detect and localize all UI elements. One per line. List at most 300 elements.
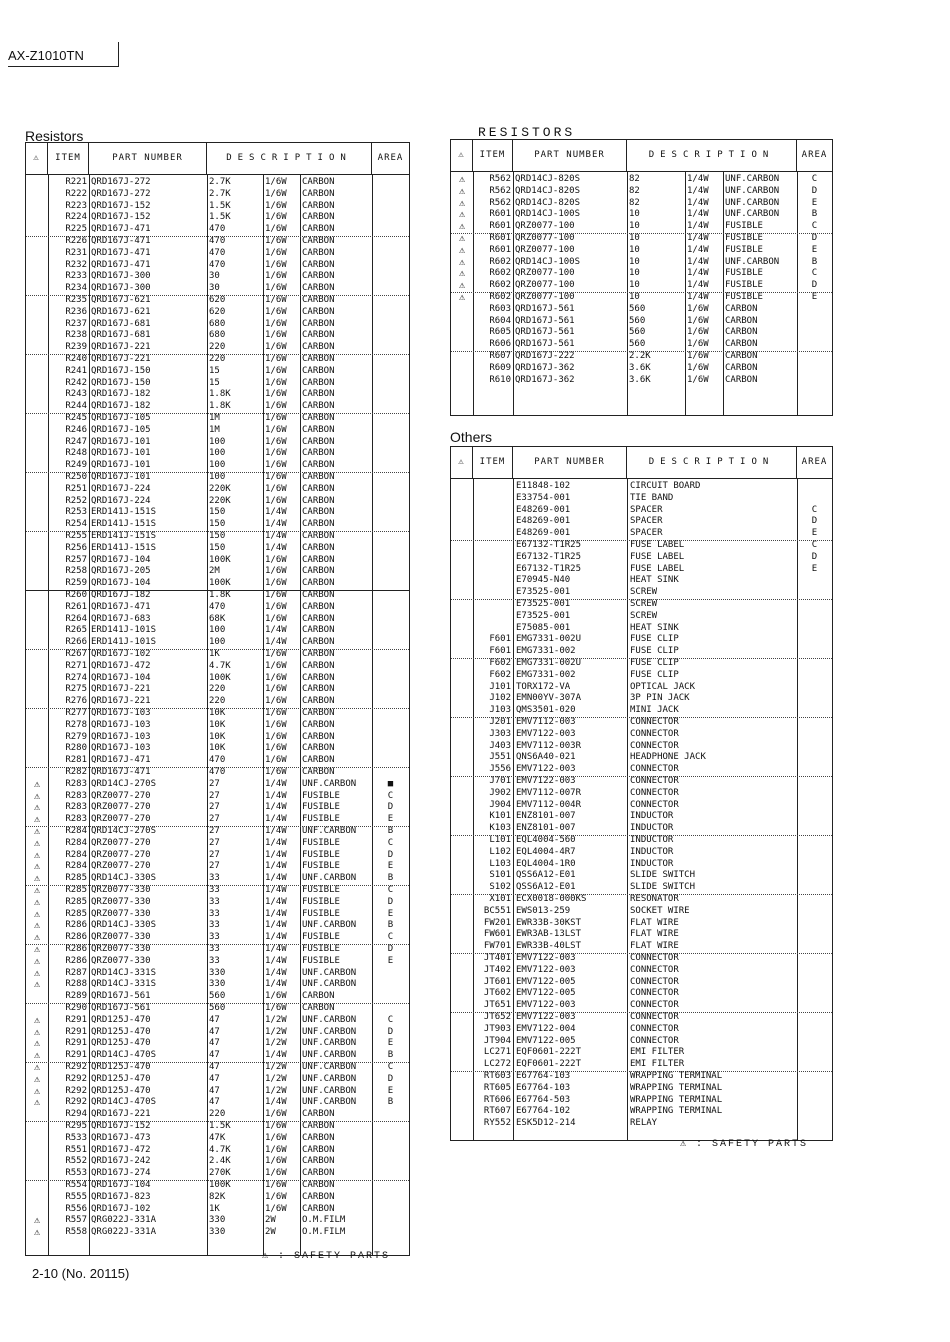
table-row xyxy=(451,327,832,339)
wattage: 1/4W xyxy=(265,542,287,553)
left-section-title: Resistors xyxy=(25,128,84,144)
resistance-value: 10 xyxy=(629,221,640,232)
area-code: C xyxy=(387,1014,394,1025)
area-col-header: AREA xyxy=(377,153,404,163)
resistance-value: 2.2K xyxy=(629,351,651,361)
table-row xyxy=(26,649,409,661)
resistor-type: CARBON xyxy=(302,448,335,459)
wattage: 1/6W xyxy=(687,351,709,361)
resistor-type: CARBON xyxy=(302,318,335,329)
item-code: R287 xyxy=(65,967,87,978)
safety-icon: ⚠ xyxy=(33,1073,41,1085)
table-row xyxy=(26,625,409,637)
table-row xyxy=(451,693,832,705)
part-number: E33754-001 xyxy=(516,492,571,503)
item-code: R271 xyxy=(65,660,87,671)
item-code: RT606 xyxy=(483,1094,511,1105)
resistance-value: 10 xyxy=(629,256,640,267)
wattage: 1/6W xyxy=(265,460,287,471)
item-code: F601 xyxy=(489,634,511,645)
area-code: B xyxy=(387,920,394,931)
item-code: J201 xyxy=(489,717,511,727)
safety-icon: ⚠ xyxy=(33,1085,41,1097)
resistor-type: UNF.CARBON xyxy=(725,185,780,196)
description: INDUCTOR xyxy=(630,835,674,845)
resistor-type: CARBON xyxy=(302,1109,335,1120)
part-number: QRZ0077-330 xyxy=(91,885,151,895)
wattage: 1/2W xyxy=(265,1073,287,1084)
resistor-type: CARBON xyxy=(302,542,335,553)
resistor-type: UNF.CARBON xyxy=(302,1073,357,1084)
item-col-header: ITEM xyxy=(473,447,513,478)
resistor-type: CARBON xyxy=(302,483,335,494)
item-code: R261 xyxy=(65,601,87,612)
item-code: LC271 xyxy=(483,1047,511,1058)
resistor-type: CARBON xyxy=(302,236,335,246)
table-row xyxy=(451,1106,832,1118)
safety-icon: ⚠ xyxy=(458,197,466,209)
resistance-value: 220 xyxy=(209,684,226,695)
resistance-value: 100 xyxy=(209,448,226,459)
resistor-type: CARBON xyxy=(302,200,335,211)
table-row xyxy=(451,800,832,812)
description: FLAT WIRE xyxy=(630,917,679,928)
wattage: 1/4W xyxy=(265,1050,287,1061)
item-code: R245 xyxy=(65,413,87,423)
item-code: LC272 xyxy=(483,1059,511,1070)
item-code: JT651 xyxy=(483,1000,511,1011)
part-number: QRD167J-102 xyxy=(91,649,151,659)
item-code: R286 xyxy=(65,955,87,966)
safety-icon: ⚠ xyxy=(458,268,466,280)
item-code: R602 xyxy=(489,292,511,302)
resistor-type: CARBON xyxy=(302,460,335,471)
wattage: 1/6W xyxy=(265,767,287,777)
resistor-type: CARBON xyxy=(302,247,335,258)
area-code: C xyxy=(811,504,818,515)
part-number: QRD167J-471 xyxy=(91,259,151,270)
part-number: QRD167J-471 xyxy=(91,767,151,777)
part-number: QRZ0077-100 xyxy=(515,233,575,243)
part-number: QRD167J-561 xyxy=(91,991,151,1002)
description: FUSE CLIP xyxy=(630,646,679,657)
table-row xyxy=(26,1097,409,1109)
resistance-value: 4.7K xyxy=(209,660,231,671)
item-code: R266 xyxy=(65,637,87,648)
table-row xyxy=(26,1038,409,1050)
safety-icon: ⚠ xyxy=(33,873,41,885)
resistance-value: 47 xyxy=(209,1097,220,1108)
part-number: QRD167J-103 xyxy=(91,719,151,730)
wattage: 1/4W xyxy=(265,837,287,848)
table-row xyxy=(26,1204,409,1216)
resistance-value: 100K xyxy=(209,578,231,589)
wattage: 1/6W xyxy=(265,1168,287,1179)
resistance-value: 68K xyxy=(209,613,226,624)
part-number: QRD167J-103 xyxy=(91,743,151,754)
part-number: ECX0018-000KS xyxy=(516,894,587,904)
part-number: QRD167J-101 xyxy=(91,448,151,459)
item-code: R551 xyxy=(65,1144,87,1155)
item-code: R289 xyxy=(65,991,87,1002)
resistor-type: CARBON xyxy=(302,295,335,305)
resistance-value: 27 xyxy=(209,837,220,848)
safety-icon: ⚠ xyxy=(33,920,41,932)
wattage: 1/4W xyxy=(687,256,709,267)
part-number: ENZ8101-007 xyxy=(516,811,576,822)
resistance-value: 1.5K xyxy=(209,212,231,223)
item-code: L103 xyxy=(489,858,511,869)
part-number: QRZ0077-270 xyxy=(91,861,151,872)
description: WRAPPING TERMINAL xyxy=(630,1106,723,1117)
wattage: 1/4W xyxy=(265,896,287,907)
description: FUSE CLIP xyxy=(630,634,679,645)
resistance-value: 560 xyxy=(209,1003,226,1013)
resistance-value: 220 xyxy=(209,342,226,353)
part-number: QMS3501-020 xyxy=(516,705,576,716)
part-number: QRD167J-362 xyxy=(515,374,575,385)
wattage: 1/6W xyxy=(687,303,709,314)
resistor-type: UNF.CARBON xyxy=(725,209,780,220)
item-code: R251 xyxy=(65,483,87,494)
part-number: QRD167J-222 xyxy=(515,351,575,361)
resistor-type: FUSIBLE xyxy=(302,790,340,801)
item-code: R292 xyxy=(65,1097,87,1108)
table-row xyxy=(451,953,832,965)
part-number: QRD167J-561 xyxy=(91,1003,151,1013)
safety-col-header: ⚠ xyxy=(451,447,473,478)
table-row xyxy=(451,1083,832,1095)
table-row xyxy=(451,670,832,682)
part-number: EMV7112-004R xyxy=(516,799,582,810)
part-number: QSS6A12-E01 xyxy=(516,882,576,893)
item-code: R258 xyxy=(65,566,87,577)
part-number: QRD167J-621 xyxy=(91,306,151,317)
item-code: R280 xyxy=(65,743,87,754)
part-number: QRD167J-473 xyxy=(91,1132,151,1143)
resistor-type: CARBON xyxy=(302,1132,335,1143)
item-code: F602 xyxy=(489,658,511,668)
wattage: 1/6W xyxy=(265,1191,287,1202)
item-code: R553 xyxy=(65,1168,87,1179)
item-code: J902 xyxy=(489,787,511,798)
resistance-value: 220K xyxy=(209,495,231,506)
desc-col-header: DESCRIPTION xyxy=(627,447,797,478)
table-row xyxy=(26,802,409,814)
resistor-type: FUSIBLE xyxy=(302,814,340,825)
resistor-type: CARBON xyxy=(302,271,335,282)
part-number: QRD167J-274 xyxy=(91,1168,151,1179)
item-code: R225 xyxy=(65,224,87,235)
table-row xyxy=(26,307,409,319)
part-number: QRZ0077-330 xyxy=(91,955,151,966)
part-number: TORX172-VA xyxy=(516,681,571,692)
others-section-title: Others xyxy=(450,429,493,445)
part-number: QRD167J-471 xyxy=(91,755,151,766)
resistance-value: 560 xyxy=(629,303,646,314)
table-row xyxy=(26,850,409,862)
safety-icon: ⚠ xyxy=(33,1050,41,1062)
description: INDUCTOR xyxy=(630,858,674,869)
part-number: ERD141J-151S xyxy=(91,519,157,530)
wattage: 1/6W xyxy=(265,377,287,388)
part-number: QRD167J-221 xyxy=(91,1109,151,1120)
part-number: QRD167J-472 xyxy=(91,660,151,671)
item-code: R291 xyxy=(65,1038,87,1049)
area-code: E xyxy=(387,814,394,825)
item-code: R253 xyxy=(65,507,87,518)
table-row xyxy=(26,743,409,755)
description: CONNECTOR xyxy=(630,728,679,739)
safety-icon: ⚠ xyxy=(33,802,41,814)
safety-icon: ⚠ xyxy=(33,814,41,826)
table-row xyxy=(26,295,409,307)
part-number: QRD14CJ-270S xyxy=(91,826,157,836)
resistor-type: UNF.CARBON xyxy=(302,778,357,789)
resistance-value: 560 xyxy=(629,315,646,326)
area-code: E xyxy=(387,908,394,919)
item-code: R294 xyxy=(65,1109,87,1120)
item-code: K101 xyxy=(489,811,511,822)
resistor-type: CARBON xyxy=(302,755,335,766)
item-code: R604 xyxy=(489,315,511,326)
table-row xyxy=(451,292,832,304)
resistor-type: CARBON xyxy=(302,554,335,565)
part-number: ERD141J-101S xyxy=(91,625,157,636)
table-row xyxy=(26,661,409,673)
resistance-value: 47 xyxy=(209,1073,220,1084)
wattage: 1/6W xyxy=(265,342,287,353)
area-code: D xyxy=(811,280,818,291)
wattage: 1/4W xyxy=(687,268,709,279)
part-number: QRZ0077-330 xyxy=(91,944,151,954)
wattage: 1/4W xyxy=(687,221,709,232)
description: CONNECTOR xyxy=(630,1012,679,1022)
table-row xyxy=(451,1036,832,1048)
part-number: QRD167J-152 xyxy=(91,200,151,211)
area-code: B xyxy=(387,1097,394,1108)
part-col-header: PART NUMBER xyxy=(513,447,627,478)
resistor-type: UNF.CARBON xyxy=(725,256,780,267)
item-code: JT601 xyxy=(483,976,511,987)
area-code: D xyxy=(387,849,394,860)
part-number: E73525-001 xyxy=(516,587,571,598)
description: FLAT WIRE xyxy=(630,941,679,952)
resistance-value: 47 xyxy=(209,1050,220,1061)
description: SLIDE SWITCH xyxy=(630,882,696,893)
wattage: 1/4W xyxy=(265,955,287,966)
item-code: R288 xyxy=(65,979,87,990)
wattage: 1/6W xyxy=(265,708,287,718)
safety-icon: ⚠ xyxy=(458,256,466,268)
part-number: E67132-T1R25 xyxy=(516,551,582,562)
part-number: QRD14CJ-330S xyxy=(91,920,157,931)
resistor-type: UNF.CARBON xyxy=(302,1062,357,1072)
table-row xyxy=(26,389,409,401)
wattage: 1/6W xyxy=(265,672,287,683)
area-code: C xyxy=(811,221,818,232)
item-code: R264 xyxy=(65,613,87,624)
wattage: 1/6W xyxy=(265,991,287,1002)
part-number: ERD141J-101S xyxy=(91,637,157,648)
desc-col-header: DESCRIPTION xyxy=(627,140,797,171)
wattage: 1/6W xyxy=(265,283,287,294)
item-code: R284 xyxy=(65,861,87,872)
area-code: E xyxy=(811,197,818,208)
safety-icon: ⚠ xyxy=(33,932,41,944)
table-row xyxy=(26,614,409,626)
table-row xyxy=(26,684,409,696)
table-row xyxy=(451,316,832,328)
part-number: QRD167J-104 xyxy=(91,1180,151,1190)
resistance-value: 47K xyxy=(209,1132,226,1143)
item-code: R606 xyxy=(489,339,511,350)
table-row xyxy=(26,260,409,272)
description: CONNECTOR xyxy=(630,717,679,727)
wattage: 1/4W xyxy=(265,531,287,541)
resistor-type: CARBON xyxy=(725,339,758,350)
area-code: B xyxy=(811,209,818,220)
description: CONNECTOR xyxy=(630,1000,679,1011)
table-row xyxy=(26,1156,409,1168)
part-number: QRD167J-300 xyxy=(91,283,151,294)
part-number: ERD141J-151S xyxy=(91,507,157,518)
table-row xyxy=(451,1118,832,1130)
item-code: R244 xyxy=(65,401,87,412)
table-row xyxy=(451,906,832,918)
wattage: 1/4W xyxy=(687,185,709,196)
item-code: J101 xyxy=(489,681,511,692)
safety-icon: ⚠ xyxy=(458,221,466,233)
wattage: 1/6W xyxy=(265,306,287,317)
resistor-type: FUSIBLE xyxy=(725,221,763,232)
wattage: 1/6W xyxy=(687,362,709,373)
part-number: QRD167J-561 xyxy=(515,303,575,314)
resistance-value: 33 xyxy=(209,944,220,954)
safety-icon: ⚠ xyxy=(33,1097,41,1109)
item-code: R601 xyxy=(489,209,511,220)
resistor-type: CARBON xyxy=(302,1156,335,1167)
wattage: 1/6W xyxy=(265,247,287,258)
resistance-value: 47 xyxy=(209,1026,220,1037)
item-code: R286 xyxy=(65,944,87,954)
table-row xyxy=(451,575,832,587)
resistance-value: 1.5K xyxy=(209,1121,231,1131)
item-code: R286 xyxy=(65,920,87,931)
table-row xyxy=(26,590,409,602)
description: FUSE CLIP xyxy=(630,658,679,668)
table-row xyxy=(451,847,832,859)
item-code: J701 xyxy=(489,776,511,786)
part-number: QRD167J-182 xyxy=(91,401,151,412)
safety-icon: ⚠ xyxy=(33,826,41,837)
table-row xyxy=(451,481,832,493)
resistance-value: 10K xyxy=(209,731,226,742)
wattage: 1/6W xyxy=(265,259,287,270)
resistor-type: CARBON xyxy=(302,743,335,754)
wattage: 1/4W xyxy=(265,908,287,919)
part-number: QNS6A40-021 xyxy=(516,752,576,763)
item-code: J102 xyxy=(489,693,511,704)
safety-icon: ⚠ xyxy=(33,1227,41,1239)
resistance-value: 2.7K xyxy=(209,188,231,199)
table-row xyxy=(451,363,832,375)
resistance-value: 330 xyxy=(209,1215,226,1226)
resistance-value: 3.6K xyxy=(629,374,651,385)
safety-col-header: ⚠ xyxy=(26,143,48,174)
item-code: JT401 xyxy=(483,953,511,963)
table-row xyxy=(26,1003,409,1015)
part-number: QRD14CJ-470S xyxy=(91,1097,157,1108)
resistor-type: CARBON xyxy=(302,601,335,612)
table-row xyxy=(26,767,409,779)
wattage: 1/6W xyxy=(265,318,287,329)
resistance-value: 330 xyxy=(209,1227,226,1238)
part-number: EMV7112-003R xyxy=(516,740,582,751)
part-number: QRD167J-150 xyxy=(91,377,151,388)
area-code: E xyxy=(811,244,818,255)
resistor-type: CARBON xyxy=(302,719,335,730)
table-row xyxy=(451,505,832,517)
table-row xyxy=(451,209,832,221)
area-code: C xyxy=(387,1062,394,1072)
part-number: QRZ0077-270 xyxy=(91,837,151,848)
part-number: QRZ0077-330 xyxy=(91,932,151,943)
item-code: R221 xyxy=(65,177,87,187)
item-code: R533 xyxy=(65,1132,87,1143)
area-code: C xyxy=(811,174,818,184)
part-number: EMV7122-003 xyxy=(516,776,576,786)
resistor-type: UNF.CARBON xyxy=(725,174,780,184)
table-row xyxy=(451,929,832,941)
safety-icon: ⚠ xyxy=(33,908,41,920)
part-number: ESK5D12-214 xyxy=(516,1118,576,1129)
item-code: R224 xyxy=(65,212,87,223)
part-number: EQF0601-222T xyxy=(516,1047,582,1058)
part-number: QRZ0077-330 xyxy=(91,908,151,919)
resistance-value: 1.5K xyxy=(209,200,231,211)
part-number: QRD167J-242 xyxy=(91,1156,151,1167)
part-number: QRD125J-470 xyxy=(91,1038,151,1049)
table-row xyxy=(26,1027,409,1039)
resistor-type: O.M.FILM xyxy=(302,1227,346,1238)
area-code: C xyxy=(387,885,394,895)
resistance-value: 470 xyxy=(209,259,226,270)
table-row xyxy=(451,717,832,729)
table-row xyxy=(26,956,409,968)
table-row xyxy=(451,257,832,269)
safety-icon: ⚠ xyxy=(33,979,41,991)
resistor-type: CARBON xyxy=(302,660,335,671)
part-number: QRD14CJ-331S xyxy=(91,979,157,990)
wattage: 1/6W xyxy=(265,1144,287,1155)
table-row xyxy=(451,493,832,505)
part-number: QRD167J-103 xyxy=(91,708,151,718)
safety-icon: ⚠ xyxy=(33,967,41,979)
part-number: EQL4004-560 xyxy=(516,835,576,845)
resistance-value: 15 xyxy=(209,365,220,376)
resistance-value: 33 xyxy=(209,932,220,943)
part-number: E48269-001 xyxy=(516,516,571,527)
item-code: R554 xyxy=(65,1180,87,1190)
item-code: L101 xyxy=(489,835,511,845)
resistance-value: 33 xyxy=(209,885,220,895)
part-number: E73525-001 xyxy=(516,599,571,609)
resistor-type: CARBON xyxy=(302,354,335,364)
item-code: R233 xyxy=(65,271,87,282)
description: CONNECTOR xyxy=(630,988,679,999)
item-code: R267 xyxy=(65,649,87,659)
